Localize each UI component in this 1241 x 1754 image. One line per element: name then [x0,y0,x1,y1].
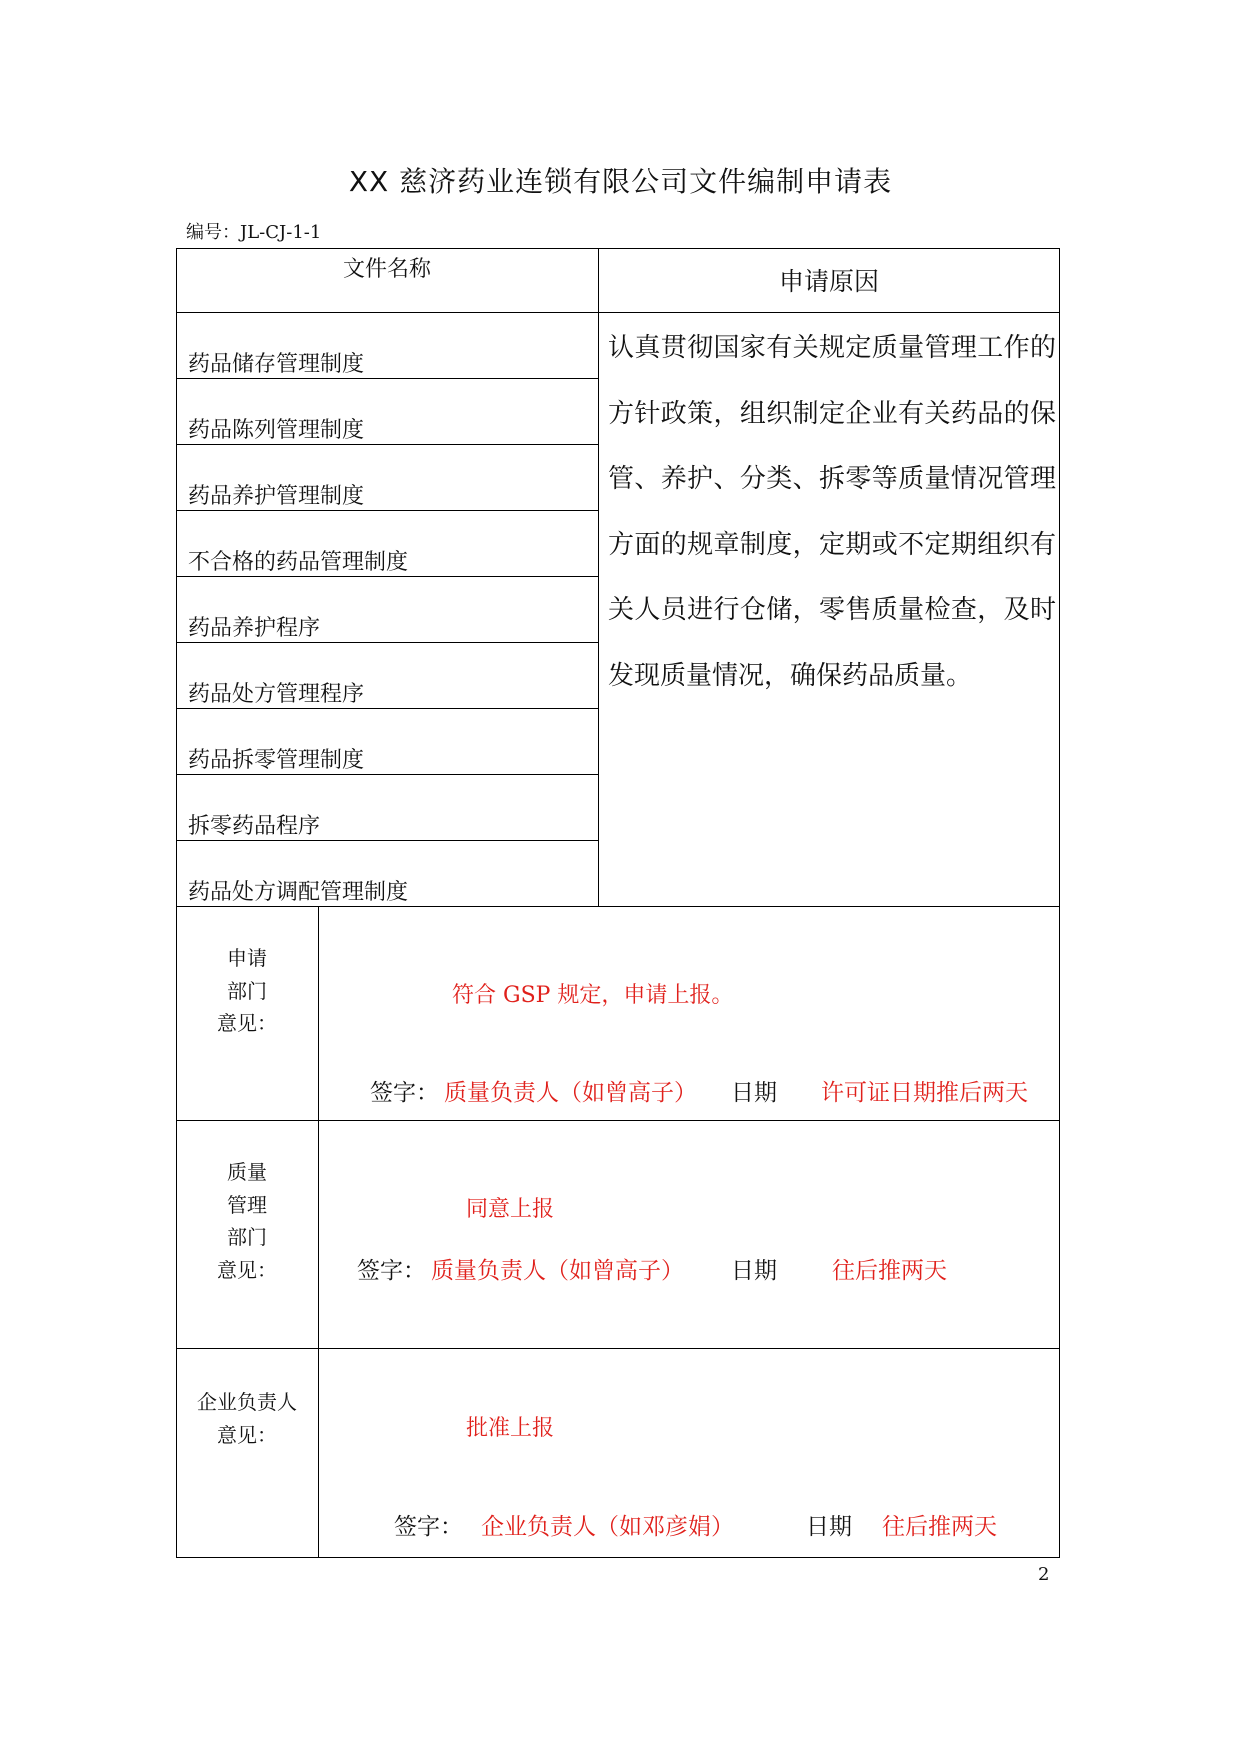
enterprise-head-signer: 企业负责人（如邓彦娟） [481,1514,734,1540]
file-row-divider [176,774,598,775]
label-line: 部门 [227,1225,267,1249]
file-item: 药品拆零管理制度 [188,748,365,773]
file-item: 药品养护管理制度 [188,484,365,509]
file-item: 药品储存管理制度 [188,352,365,377]
page-number: 2 [1038,1564,1050,1585]
enterprise-head-sign-label: 签字： [394,1514,463,1540]
label-line: 企业负责人 [197,1390,297,1414]
file-item: 拆零药品程序 [188,814,321,839]
file-row-divider [176,708,598,709]
section-divider [176,1120,1060,1121]
applying-dept-signer: 质量负责人（如曾高子） [444,1080,697,1106]
file-item: 药品养护程序 [188,616,321,641]
label-line: 意见： [217,1011,277,1035]
applying-dept-date-label: 日期 [731,1080,777,1106]
applying-dept-opinion: 符合 GSP 规定，申请上报。 [452,983,734,1008]
file-item: 药品处方管理程序 [188,682,365,707]
section-divider [176,906,1060,907]
column-divider-lower [318,906,319,1558]
enterprise-head-label [176,1386,318,1451]
form-title: XX 慈济药业连锁有限公司文件编制申请表 [348,165,893,198]
file-row-divider [176,642,598,643]
applying-dept-date: 许可证日期推后两天 [821,1080,1028,1106]
enterprise-head-date-label: 日期 [806,1514,852,1540]
file-row-divider [176,444,598,445]
label-line: 质量 [227,1160,267,1184]
table-border-right [1059,248,1060,1558]
table-border-top [176,248,1060,249]
label-line: 意见： [217,1422,277,1447]
file-row-divider [176,510,598,511]
application-reason-text: 认真贯彻国家有关规定质量管理工作的方针政策，组织制定企业有关药品的保管、养护、分类、拆零等质量情况管理方面的规章制度，定期或不定期组织有关人员进行仓储，零售质量检查，及时发现质量情况，确保药品质量。 [608,333,1056,691]
file-row-divider [176,840,598,841]
application-form-table [176,248,1060,1558]
label-line: 管理 [227,1192,267,1217]
quality-dept-label [176,1156,318,1286]
enterprise-head-opinion: 批准上报 [466,1416,555,1441]
label-line: 意见： [217,1257,277,1282]
file-item: 药品处方调配管理制度 [188,880,409,905]
quality-dept-date: 往后推两天 [832,1258,947,1284]
file-row-divider [176,576,598,577]
quality-dept-sign-label: 签字： [357,1258,426,1284]
quality-dept-opinion: 同意上报 [466,1197,555,1222]
label-line: 申请 [227,946,267,970]
file-item: 药品陈列管理制度 [188,418,365,443]
document-number: 编号：JL-CJ-1-1 [186,222,322,243]
file-item: 不合格的药品管理制度 [188,550,409,575]
label-line: 部门 [227,978,267,1003]
enterprise-head-date: 往后推两天 [882,1514,997,1540]
section-divider [176,1348,1060,1349]
header-row-divider [176,312,1060,313]
quality-dept-date-label: 日期 [731,1258,777,1284]
applying-dept-label [176,942,318,1040]
reason-header: 申请原因 [778,267,879,296]
column-divider-upper [598,248,599,906]
file-name-header: 文件名称 [342,257,431,282]
table-border-bottom [176,1557,1060,1558]
file-row-divider [176,378,598,379]
applying-dept-sign-label: 签字： [370,1080,439,1106]
quality-dept-signer: 质量负责人（如曾高子） [431,1258,684,1284]
